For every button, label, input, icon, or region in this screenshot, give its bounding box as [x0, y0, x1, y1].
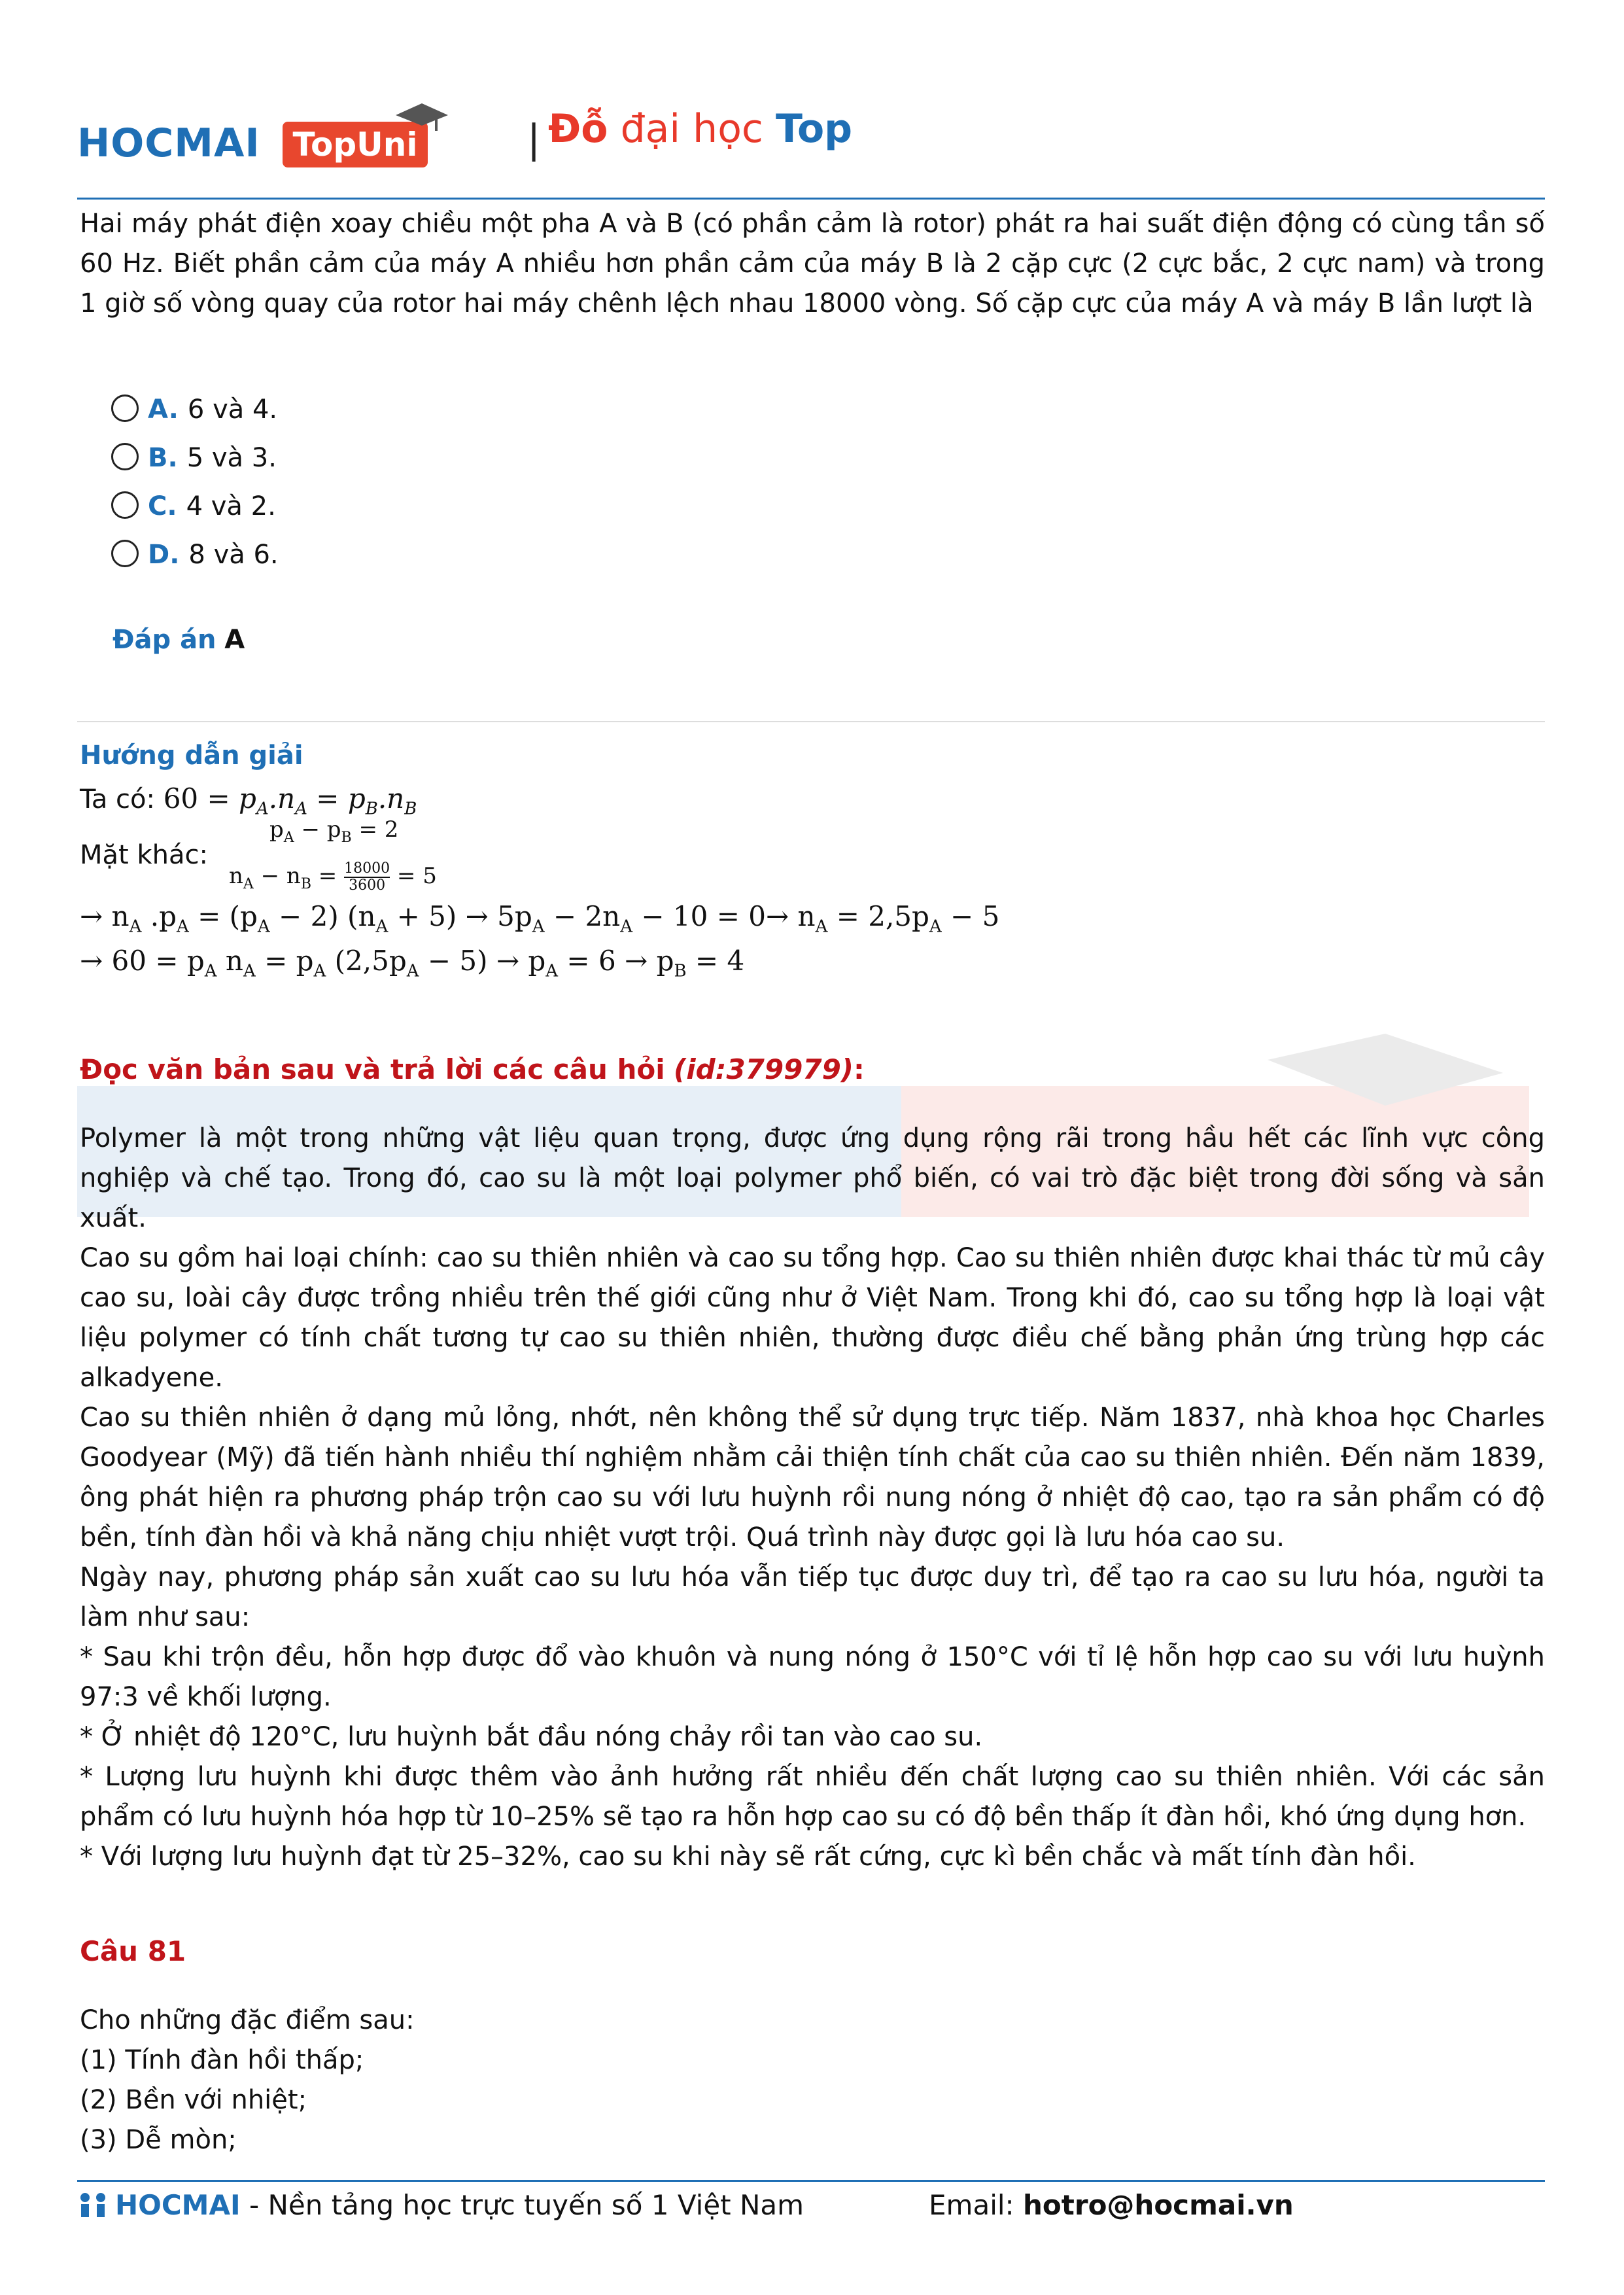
option-key: A.: [148, 394, 179, 425]
reading-paragraph: * Sau khi trộn đều, hỗn hợp được đổ vào khuôn và nung nóng ở 150°C với tỉ lệ hỗn hợp cao su với lưu huỳnh 97:3 về khối lượng.: [80, 1642, 1545, 1712]
radio-circle-icon[interactable]: [111, 394, 139, 422]
solution-line-1-prefix: Ta có:: [80, 784, 155, 815]
option-b[interactable]: [111, 438, 277, 478]
option-text: 8 và 6.: [188, 540, 279, 570]
solution-title: Hướng dẫn giải: [80, 741, 303, 771]
option-text: 6 và 4.: [187, 394, 278, 425]
solution-line-1: [80, 782, 417, 818]
list-item: (1) Tính đàn hồi thấp;: [80, 2045, 364, 2075]
list-item: (3) Dễ mòn;: [80, 2125, 237, 2155]
reading-body: [80, 1119, 1545, 1877]
reading-paragraph: * Ở nhiệt độ 120°C, lưu huỳnh bắt đầu nóng chảy rồi tan vào cao su.: [80, 1722, 983, 1752]
list-item: (2) Bền với nhiệt;: [80, 2085, 307, 2115]
option-text: 4 và 2.: [186, 491, 276, 521]
reading-heading-id: (id:379979): [674, 1053, 854, 1085]
reading-paragraph: * Với lượng lưu huỳnh đạt từ 25–32%, cao su khi này sẽ rất cứng, cực kì bền chắc và mất tính đàn hồi.: [80, 1842, 1416, 1872]
reading-paragraph: Cao su gồm hai loại chính: cao su thiên nhiên và cao su tổng hợp. Cao su thiên nhiên được khai thác từ mủ cây cao su, loài cây được trồng nhiều trên thế giới cũng như ở Việt Nam. Trong khi đó, cao su tổng hợp là loại vật liệu polymer có tính chất tương tự cao su thiên nhiên, thường được điều chế bằng phản ứng trùng hợp các alkadyene.: [80, 1243, 1545, 1393]
slogan-part-2: đại học: [620, 106, 763, 152]
footer-contact: [929, 2189, 1294, 2221]
footer-email-label: Email:: [929, 2189, 1024, 2221]
math-expression: → $n_A$ $.p_A = (p_A - 2) (n_A + 5) \to 5p_A - 2n_A - 10 = 0\to n_A = 2,5p_A - 5$: [80, 900, 1000, 937]
reading-paragraph: * Lượng lưu huỳnh khi được thêm vào ảnh hưởng rất nhiều đến chất lượng cao su thiên nhiên. Với các sản phẩm có lưu huỳnh hóa hợp từ 10–25% sẽ tạo ra hỗn hợp cao su có độ bền thấp ít đàn hồi, khó ứng dụng hơn.: [80, 1762, 1545, 1832]
header-divider: [77, 198, 1545, 200]
header-separator: |: [527, 116, 541, 162]
reading-heading-colon: :: [854, 1053, 865, 1085]
answer-line: [112, 625, 245, 655]
hocmai-small-logo-icon: [77, 2191, 110, 2220]
math-expression: $p_A - p_B = 2$: [269, 816, 399, 846]
question-text: Hai máy phát điện xoay chiều một pha A và B (có phần cảm là rotor) phát ra hai suất điện động có cùng tần số 60 Hz. Biết phần cảm của máy A nhiều hơn phần cảm của máy B là 2 cặp cực (2 cực bắc, 2 cực nam) và trong 1 giờ số vòng quay của rotor hai máy chênh lệch nhau 18000 vòng. Số cặp cực của máy A và máy B lần lượt là: [80, 209, 1545, 319]
reading-paragraph: Cao su thiên nhiên ở dạng mủ lỏng, nhớt, nên không thể sử dụng trực tiếp. Năm 1837, nhà khoa học Charles Goodyear (Mỹ) đã tiến hành nhiều thí nghiệm nhằm cải thiện tính chất của cao su thiên nhiên. Đến năm 1839, ông phát hiện ra phương pháp trộn cao su với lưu huỳnh rồi nung nóng ở nhiệt độ cao, tạo ra sản phẩm có độ bền, tính đàn hồi và khả năng chịu nhiệt vượt trội. Quá trình này được gọi là lưu hóa cao su.: [80, 1403, 1545, 1552]
math-expression: $60 = p_A.n_A = p_B.n_B$: [163, 782, 417, 819]
footer-email-link[interactable]: hotro@hocmai.vn: [1023, 2189, 1294, 2221]
option-key: B.: [148, 443, 178, 473]
footer-brand: HOCMAI: [115, 2189, 241, 2221]
reading-heading-text: Đọc văn bản sau và trả lời các câu hỏi: [80, 1053, 665, 1085]
radio-circle-icon[interactable]: [111, 443, 139, 470]
question-81-title: Câu 81: [80, 1935, 186, 1967]
reading-paragraph: Ngày nay, phương pháp sản xuất cao su lưu hóa vẫn tiếp tục được duy trì, để tạo ra cao su lưu hóa, người ta làm như sau:: [80, 1562, 1545, 1632]
option-d[interactable]: [111, 535, 279, 574]
radio-circle-icon[interactable]: [111, 491, 139, 519]
option-key: D.: [148, 540, 180, 570]
slogan-part-3: Top: [775, 106, 853, 152]
section-divider: [77, 721, 1545, 722]
answer-label: Đáp án: [112, 625, 216, 655]
option-a[interactable]: [111, 390, 277, 429]
footer-divider: [77, 2180, 1545, 2182]
option-c[interactable]: [111, 487, 276, 526]
graduation-cap-icon: [396, 103, 448, 136]
footer-left: [77, 2189, 804, 2221]
slogan-part-1: Đỗ: [548, 106, 608, 152]
question-81-body: [80, 2001, 415, 2160]
math-expression: $n_A - n_B$ = $\frac{18000}{3600}$ = 5: [229, 860, 437, 894]
footer-tagline: - Nền tảng học trực tuyến số 1 Việt Nam: [240, 2189, 804, 2221]
header-slogan: [548, 106, 852, 152]
reading-heading: [80, 1053, 865, 1085]
question-81-intro: Cho những đặc điểm sau:: [80, 2005, 415, 2035]
reading-paragraph: Polymer là một trong những vật liệu quan trọng, được ứng dụng rộng rãi trong hầu hết các lĩnh vực công nghiệp và chế tạo. Trong đó, cao su là một loại polymer phổ biến, có vai trò đặc biệt trong đời sống và sản xuất.: [80, 1123, 1545, 1233]
answer-value: A: [224, 625, 245, 655]
option-key: C.: [148, 491, 177, 521]
radio-circle-icon[interactable]: [111, 540, 139, 567]
hocmai-logo: HOCMAI: [77, 120, 260, 166]
math-expression: → $60 = p_A$ $n_A = p_A$ $(2,5p_A - 5) \to p_A = 6 \to p_B = 4$: [80, 945, 745, 981]
solution-line-2-prefix: Mặt khác:: [80, 840, 208, 870]
option-text: 5 và 3.: [186, 443, 277, 473]
topuni-logo: TopUni: [283, 122, 428, 167]
